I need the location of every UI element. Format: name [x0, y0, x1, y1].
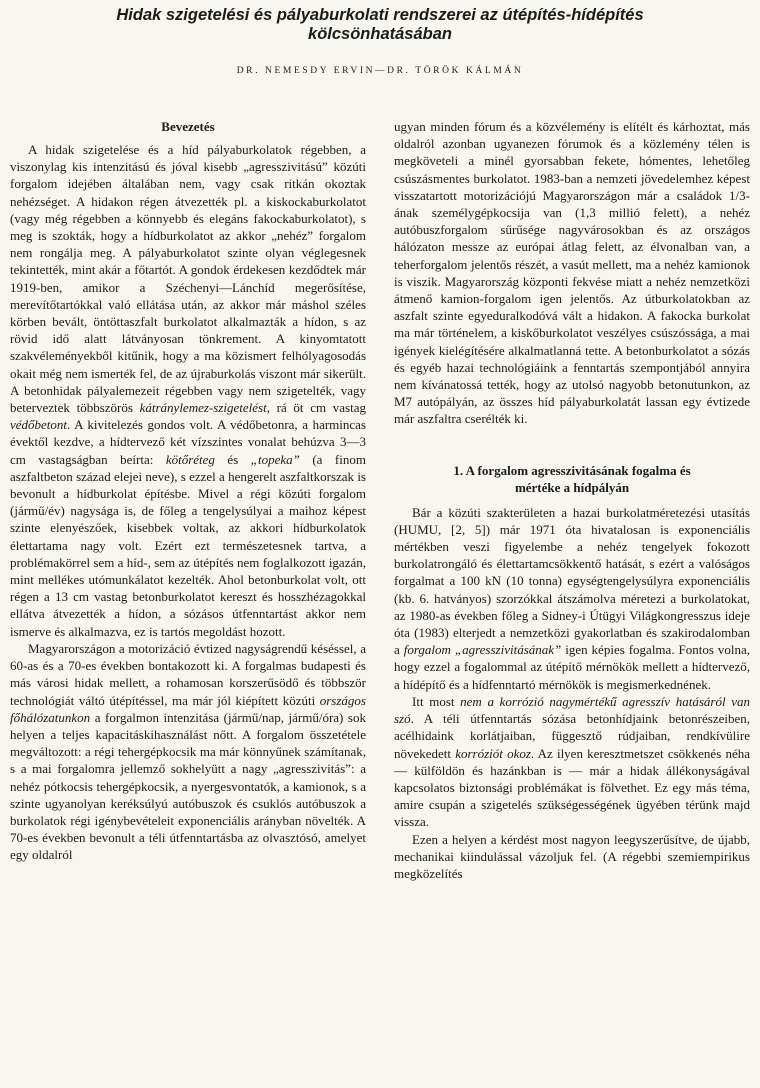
authors: DR. NEMESDY ERVIN—DR. TÖRÖK KÁLMÁN [236, 66, 524, 76]
section-1-heading: 1. A forgalom agresszivitásának fogalma és mértéke a hídpályán [453, 462, 691, 495]
article-title [0, 6, 760, 44]
intro-heading: Bevezetés [161, 119, 215, 134]
section-1-paragraph-1: Bár a közúti szakterületen a hazai burkolatméretezési utasítás (HUMU, [2, 5]) már 1971 óta hivatalosan is exponenciális mértékben veszi figyelembe a nehéz tengelyek fokozott burkolatrongáló és élettartamcsökkentő hatását, s ezért a valóságos forgalmat a 100 kN (10 tonna) egységtengelysúlyra exponenciális (kb. 6. hatványos) szorzókkal átszámolva méretezi a burkolatokat, az 1980-as években főleg a Sidney-i Útügyi Világkongresszus ideje óta (1983) elterjedt a nemzetközi gyakorlatban és szakirodalomban a forgalom „agresszivitásának” igen képies fogalma. Fontos volna, hogy ezzel a fogalommal az útépítő mérnökök mellett a hídtervező, a hídépítő és a hídfenntartó mérnökök is megismerkednének. [394, 504, 750, 692]
right-paragraph-1: ugyan minden fórum és a közvélemény is elítélt és kárhoztat, más oldalról azonban ugyanezen fórumok és a közlemény télen is megköveteli a minél gyorsabban fekete, hómentes, lehetőleg csúszásmentes burkolatot. 1983-ban a nemzeti jövedelemhez képest visszatartott motorizációjú Magyarországon már a családok 1/3-ának személygépkocsija van (1,3 millió felett), a nehéz autóbuszforgalom sűrűsége nagyvárosokban és az országos hálózaton messze az európai átlag felett, az élvonalban van, a teherforgalom jelentős részét, a vasút mellett, ma a nehéz kamionok is viszik. Magyarország központi fekvése miatt a nehéz nemzetközi átmenő kamion-forgalom igen jelentős. Az útburkolatokban az aszfalt szinte egyeduralkodóvá vált a hidakon. A fakocka burkolat ma már történelem, a kiskőburkolatot veszélyes csúszóssága, a mai igények kielégítésére alkalmatlanná tette. A betonburkolatot a sózás és egyéb hazai technológiáink a fenntartás szempontjából annyira nem kívánatossá tették, hogy az utolsó nagyobb betonutunkon, az M7 autópályán, az összes híd pályaburkolatát lassan egy évtizede már aszfaltra cserélték ki. [394, 119, 750, 427]
right-column [394, 118, 750, 882]
title-line-1: Hidak szigetelési és pályaburkolati rendszerei az útépítés-hídépítés [116, 6, 644, 24]
title-line-2: kölcsönhatásában [308, 25, 452, 43]
section-1-paragraph-3: Ezen a helyen a kérdést most nagyon leegyszerűsítve, de újabb, mechanikai kiindulással vázoljuk fel. (A régebbi szemiempirikus megközelítés [394, 831, 750, 881]
left-column [10, 118, 366, 864]
intro-paragraph-1: A hidak szigetelése és a híd pályaburkolatok régebben, a viszonylag kis intenzitású és jóval kisebb „agresszivitású” közúti forgalom idejében általában nem, vagy csak ritkán okoztak nehézséget. A hidakon régen átvezették pl. a kiskockaburkolatot (vagy még régebben a könnyebb és elegáns fakockaburkolatot), s meg is szokták, hogy a hídburkolatot az akkor „nehéz” forgalom nem rongálja meg. A pályaburkolatot szinte olyan véglegesnek tekintették, mint akár a főtartót. A gondok érdekesen kezdődtek már 1919-ben, amikor a Széchenyi—Lánchíd megerősítése, merevítőtartókkal való ellátása után, az akkor már máshol széles körben bevált, öntöttaszfalt burkolatot alkalmazták a hídon, s az rövid idő alatt látványosan tönkrement. A kinyomtatott szakvéleményekből kitűnik, hogy a ma közismert felhólyagosodás okait még nem ismerték fel, de az újraburkolás viszont már sikerült. A betonhidak pályalemezeit régebben vagy nem szigetelték, vagy beterveztek többszörös kátránylemez-szigetelést, rá öt cm vastag védőbetont. A kivitelezés gondos volt. A védőbetonra, a harmincas évektől kezdve, a hídtervező két vízszintes vonalat behúzva 3—3 cm vastagságban beírta: kötőréteg és „topeka” (a finom aszfaltbeton század elejei neve), s ezzel a hengerelt aszfaltkorszak is bevonult a hídburkolat építésbe. Mivel a régi közúti forgalom (jármű/év) nagysága is, de főleg a tengelysúlyai a maihoz képest szinte elenyészőek, kisebbek voltak, az akkori hídburkolatok élettartama nagy volt. Ezért ezt természetesnek tartva, a problémakörrel sem a híd-, sem az útépítés nem foglalkozott igazán, mint mellékes utómunkálatot kezelték. Ahol betonburkolat volt, ott régen a 13 cm vastag betonburkolatot kereszt és hosszhézagokkal ellátva átvezették a hídon, a sózásos útfenntartást akkor nem ismerve és alkalmazva, ez is tartós megoldást hozott. [10, 142, 366, 639]
section-1-paragraph-2: Itt most nem a korrózió nagymértékű agresszív hatásáról van szó. A téli útfenntartás sózása betonhídjaink betonrészeiben, acélhidaink korlátjaiban, függesztő rúdjaiban, rendkívülire növekedett korróziót okoz. Az ilyen keresztmetszet csökkenés néha — külföldön és hazánkban is — már a hidak állékonyságával kapcsolatos biztonsági problémákat is fölvethet. Ez egy más téma, amire csupán a szigetelés szükségességének ügyében térünk majd vissza. [394, 693, 750, 830]
intro-paragraph-2: Magyarországon a motorizáció évtized nagyságrendű késéssel, a 60-as és a 70-es években bontakozott ki. A forgalmas budapesti és más városi hidak mellett, a rohamosan korszerűsödő és többször technológiát váltó útépítéssel, ma már jól kiépített közúti országos főhálózatunkon a forgalmon intenzitása (jármű/nap, jármű/óra) sok helyen a teljes kapacitáskihasználást nőtt. A forgalom összetétele megváltozott: a régi tehergépkocsik ma már könnyűnek számítanak, s a mai forgalomra jellemző sokhelyütt a nagy „agresszivitás”: a nehéz pótkocsis tehergépkocsik, a nyergesvontatók, a kamionok, s a szinte ugyanolyan keréksúlyú autóbuszok és csuklós autóbuszok a burkolatok régi igénybevételeit exponenciális arányban növelték. A 70-es években bevonult a téli útfenntartásba az olvasztósó, amelyet egy oldalról [10, 640, 366, 863]
